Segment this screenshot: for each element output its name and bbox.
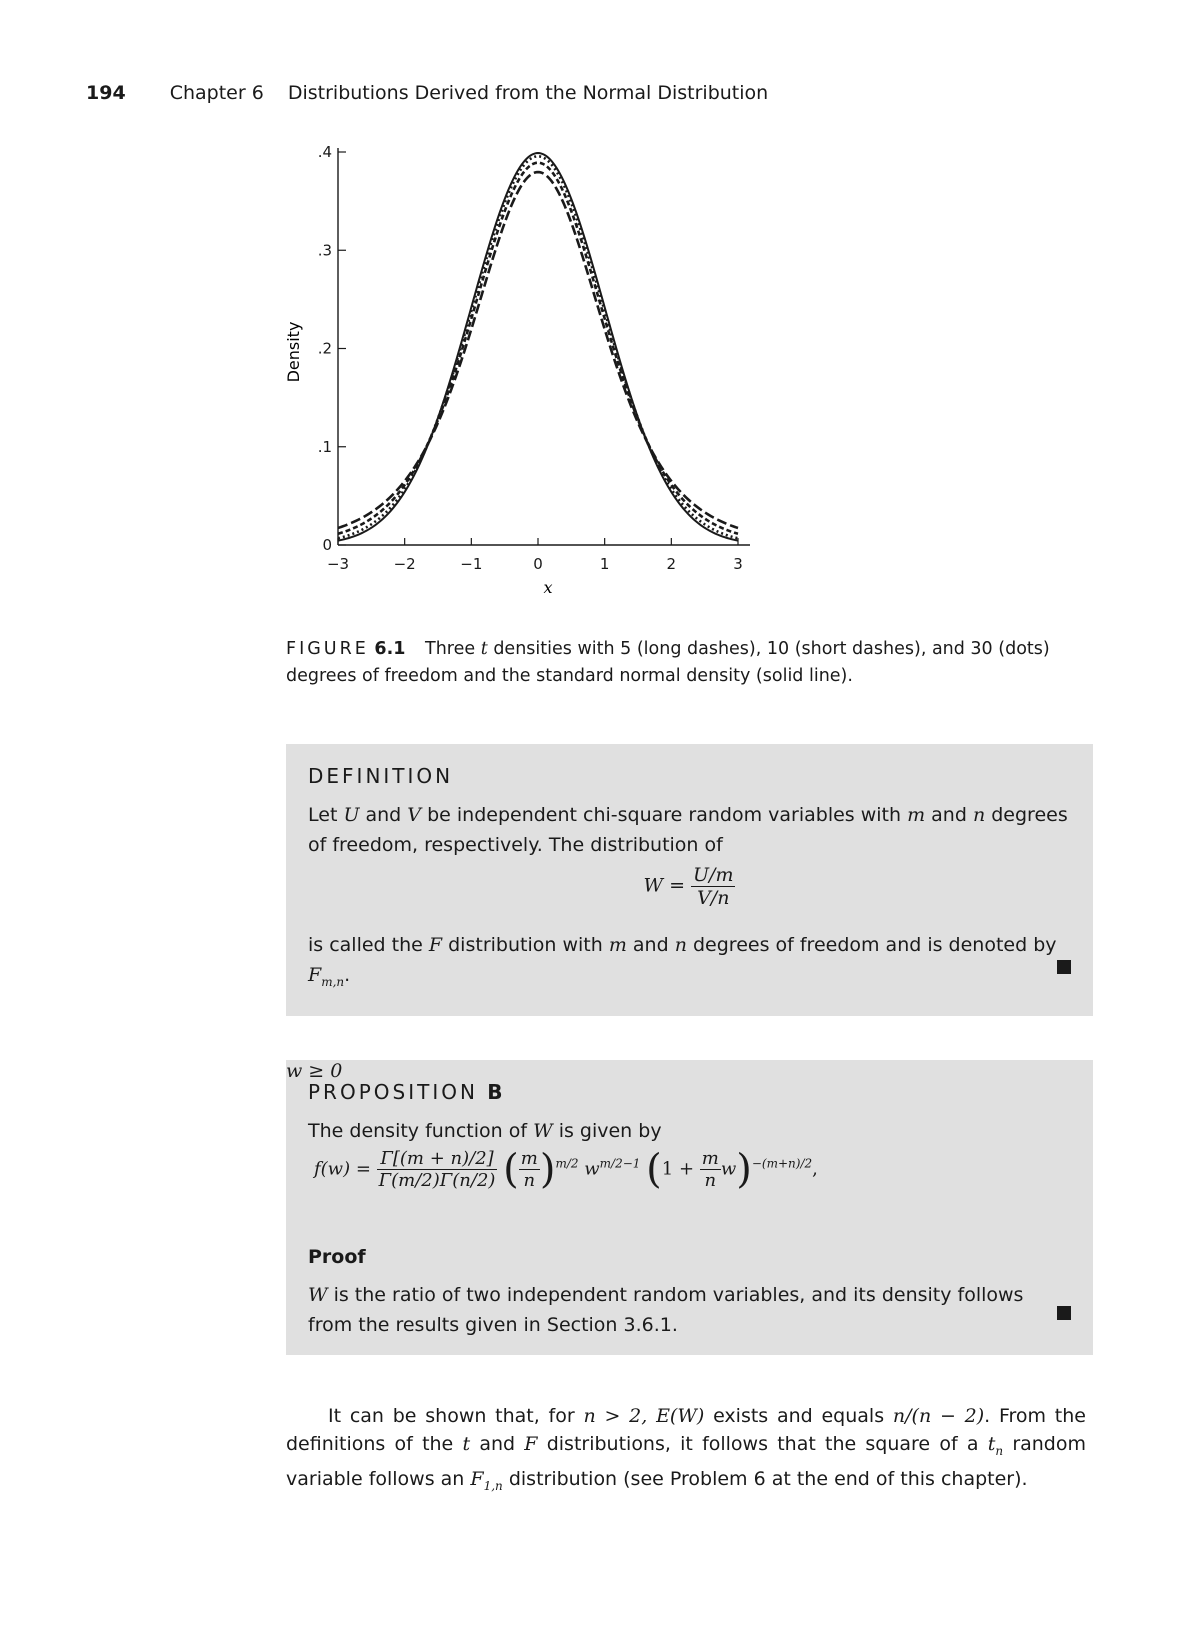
proof-text: W is the ratio of two independent random variables, and its density follows from the results given in Section 3.6.1. (308, 1284, 1024, 1336)
density-curve-long-dashes (338, 172, 738, 528)
figure-label: FIGURE (286, 639, 369, 659)
running-header (86, 82, 768, 104)
y-tick-label: .4 (317, 143, 332, 161)
caption-text-b: densities with 5 (long dashes), 10 (short dashes), and 30 (dots) degrees of freedom and the standard normal density (solid line). (286, 639, 1050, 686)
density-curve-short-dashes (338, 163, 738, 534)
x-tick-label: −1 (460, 555, 483, 573)
proposition-title: PROPOSITION B (308, 1080, 503, 1104)
figure-number: 6.1 (374, 639, 406, 659)
domain-condition: w ≥ 0 (286, 1060, 343, 1082)
qed-square (1057, 1306, 1071, 1320)
y-tick-label: .3 (317, 241, 332, 260)
proof-label: Proof (308, 1246, 366, 1268)
definition-paragraph-1: Let U and V be independent chi-square random variables with m and n degrees of freedom, respectively. The distribution of (308, 804, 1068, 856)
y-tick-label: .1 (317, 437, 332, 456)
y-tick-label: .2 (317, 339, 332, 358)
qed-square (1057, 960, 1071, 974)
proposition-box (286, 1060, 1093, 1355)
x-axis-label: x (543, 578, 553, 597)
chapter-title: Distributions Derived from the Normal Distribution (287, 82, 769, 104)
y-tick-label: 0 (322, 536, 332, 554)
t-density-chart (280, 140, 780, 610)
f-ratio-equation: W = $\frac{U/m}{V/n}$ (643, 864, 734, 909)
x-tick-label: 2 (666, 555, 677, 573)
x-tick-label: −3 (326, 555, 350, 573)
x-tick-label: 0 (533, 555, 543, 573)
proposition-intro: The density function of W is given by (308, 1120, 662, 1142)
chapter-label: Chapter 6 (169, 82, 264, 104)
x-tick-label: 3 (733, 555, 743, 573)
f-density-formula: f(w) = $\frac{\Gamma[(m + n)/2]}{\Gamma(m/2)\Gamma(n/2)}$ ( $\frac{m}{n}$ )$^{m/2}$ $w^{m/2-1}$ (1 + $\frac{m}{n}$ w)$^{-(m+n)/2}$, (314, 1146, 818, 1193)
density-curve-dots (338, 156, 738, 538)
body-paragraph: It can be shown that, for n > 2, E(W) exists and equals n/(n − 2). From the definitions of the t and F distributions, it follows that the square of a $t_n$ random variable follows an $F_{1,n}$ distribution (see Problem 6 at the end of this chapter). (286, 1405, 1087, 1493)
caption-text-a: Three (425, 639, 476, 659)
chart-curves (338, 153, 738, 541)
caption-t: t (480, 639, 488, 659)
page-number: 194 (86, 82, 126, 104)
definition-title: DEFINITION (308, 764, 454, 788)
definition-paragraph-2: is called the F distribution with m and n degrees of freedom and is denoted by $F_{m,n}$. (308, 934, 1057, 989)
density-curve-solid (338, 153, 738, 541)
figure-caption (286, 636, 1086, 690)
x-tick-label: −2 (393, 555, 416, 573)
definition-box (286, 744, 1093, 1016)
y-axis-label: Density (284, 321, 303, 383)
x-tick-label: 1 (599, 555, 610, 573)
